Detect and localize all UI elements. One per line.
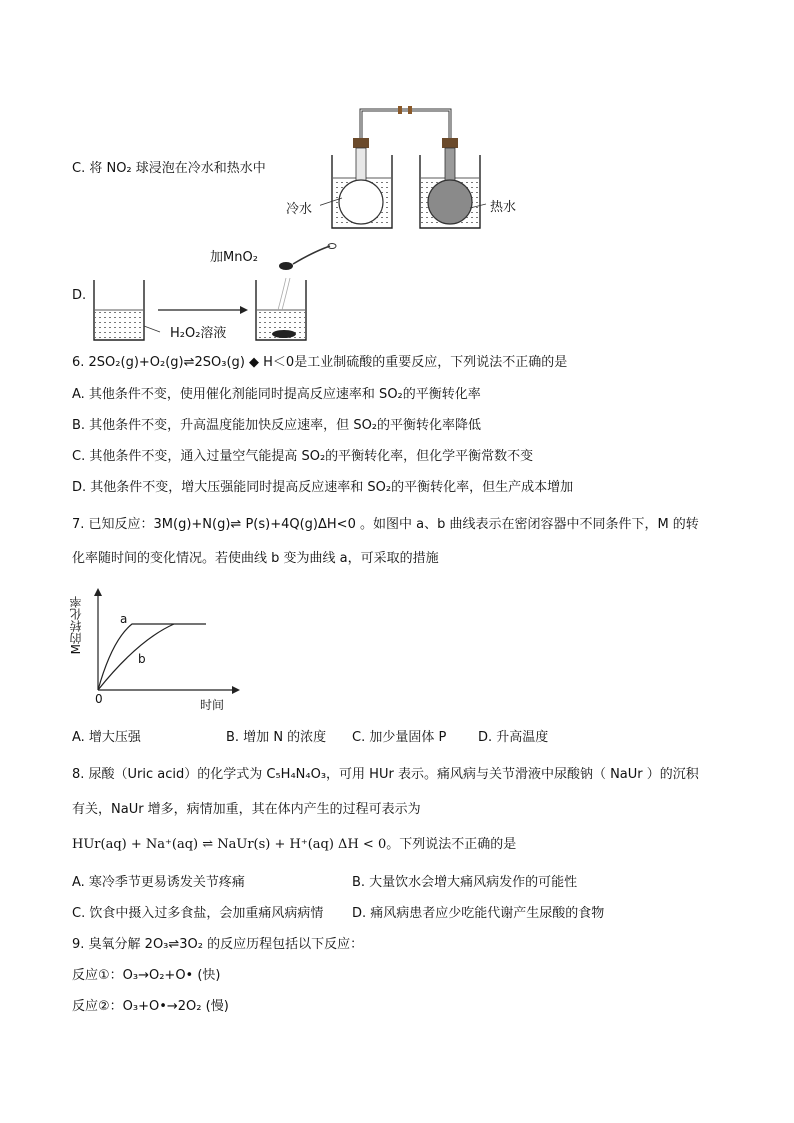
q6-option-a: A. 其他条件不变，使用催化剂能同时提高反应速率和 SO₂的平衡转化率 bbox=[72, 387, 481, 402]
q7-option-b: B. 增加 N 的浓度 bbox=[226, 730, 327, 745]
q6-stem: 6. 2SO₂(g)+O₂(g)⇌2SO₃(g) ◆ H＜0是工业制硫酸的重要反应，下列说法不正确的是 bbox=[72, 355, 568, 370]
conversion-graph bbox=[70, 588, 250, 718]
q9-reaction-1: 反应①：O₃→O₂+O• (快) bbox=[72, 968, 221, 983]
q8-equation-tail: 。下列说法不正确的是 bbox=[386, 837, 517, 852]
h2o2-solution-label: H₂O₂溶液 bbox=[170, 326, 227, 341]
q6-option-c: C. 其他条件不变，通入过量空气能提高 SO₂的平衡转化率，但化学平衡常数不变 bbox=[72, 449, 534, 464]
q8-stem-line1: 8. 尿酸（Uric acid）的化学式为 C₅H₄N₄O₃，可用 HUr 表示。痛风病与关节滑液中尿酸钠（ NaUr ）的沉积 bbox=[72, 767, 699, 782]
curve-a-label: a bbox=[120, 612, 128, 626]
q8-option-c: C. 饮食中摄入过多食盐，会加重痛风病病情 bbox=[72, 906, 324, 921]
q8-option-b: B. 大量饮水会增大痛风病发作的可能性 bbox=[352, 875, 578, 890]
q7-stem-line2: 化率随时间的变化情况。若使曲线 b 变为曲线 a，可采取的措施 bbox=[72, 551, 439, 566]
y-axis-arrow bbox=[94, 588, 102, 596]
q9-reaction-2: 反应②：O₃+O•→2O₂ (慢) bbox=[72, 999, 229, 1014]
q8-equation: HUr(aq) + Na⁺(aq) ⇌ NaUr(s) + H⁺(aq) ΔH < 0 bbox=[72, 837, 387, 852]
q8-option-d: D. 痛风病患者应少吃能代谢产生尿酸的食物 bbox=[352, 906, 605, 921]
curve-a bbox=[98, 624, 206, 690]
q6-option-b: B. 其他条件不变，升高温度能加快反应速率，但 SO₂的平衡转化率降低 bbox=[72, 418, 482, 433]
x-axis-arrow bbox=[232, 686, 240, 694]
q7-option-d: D. 升高温度 bbox=[478, 730, 549, 745]
no2-bulbs-diagram bbox=[320, 100, 520, 240]
hot-water-label: 热水 bbox=[490, 200, 517, 215]
q9-stem: 9. 臭氧分解 2O₃⇌3O₂ 的反应历程包括以下反应： bbox=[72, 937, 364, 952]
q6-option-d: D. 其他条件不变，增大压强能同时提高反应速率和 SO₂的平衡转化率，但生产成本增加 bbox=[72, 480, 574, 495]
q7-option-a: A. 增大压强 bbox=[72, 730, 141, 745]
q7-option-c: C. 加少量固体 P bbox=[352, 730, 447, 745]
graph-x-label: 时间 bbox=[200, 698, 225, 712]
option-c-label: C. 将 NO₂ 球浸泡在冷水和热水中 bbox=[72, 161, 266, 176]
q8-equation-line bbox=[72, 836, 516, 854]
graph-origin: 0 bbox=[95, 692, 103, 706]
option-d-label: D. bbox=[72, 288, 87, 303]
q8-stem-line2: 有关，NaUr 增多，病情加重，其在体内产生的过程可表示为 bbox=[72, 802, 421, 817]
curve-b-label: b bbox=[138, 652, 146, 666]
add-mno2-label: 加MnO₂ bbox=[210, 250, 258, 265]
graph-y-label: M的转化率 bbox=[69, 596, 83, 655]
q8-option-a: A. 寒冷季节更易诱发关节疼痛 bbox=[72, 875, 245, 890]
cold-water-label: 冷水 bbox=[286, 202, 313, 217]
q7-stem-line1: 7. 已知反应：3M(g)+N(g)⇌ P(s)+4Q(g)ΔH<0 。如图中 a、b 曲线表示在密闭容器中不同条件下，M 的转 bbox=[72, 517, 699, 532]
